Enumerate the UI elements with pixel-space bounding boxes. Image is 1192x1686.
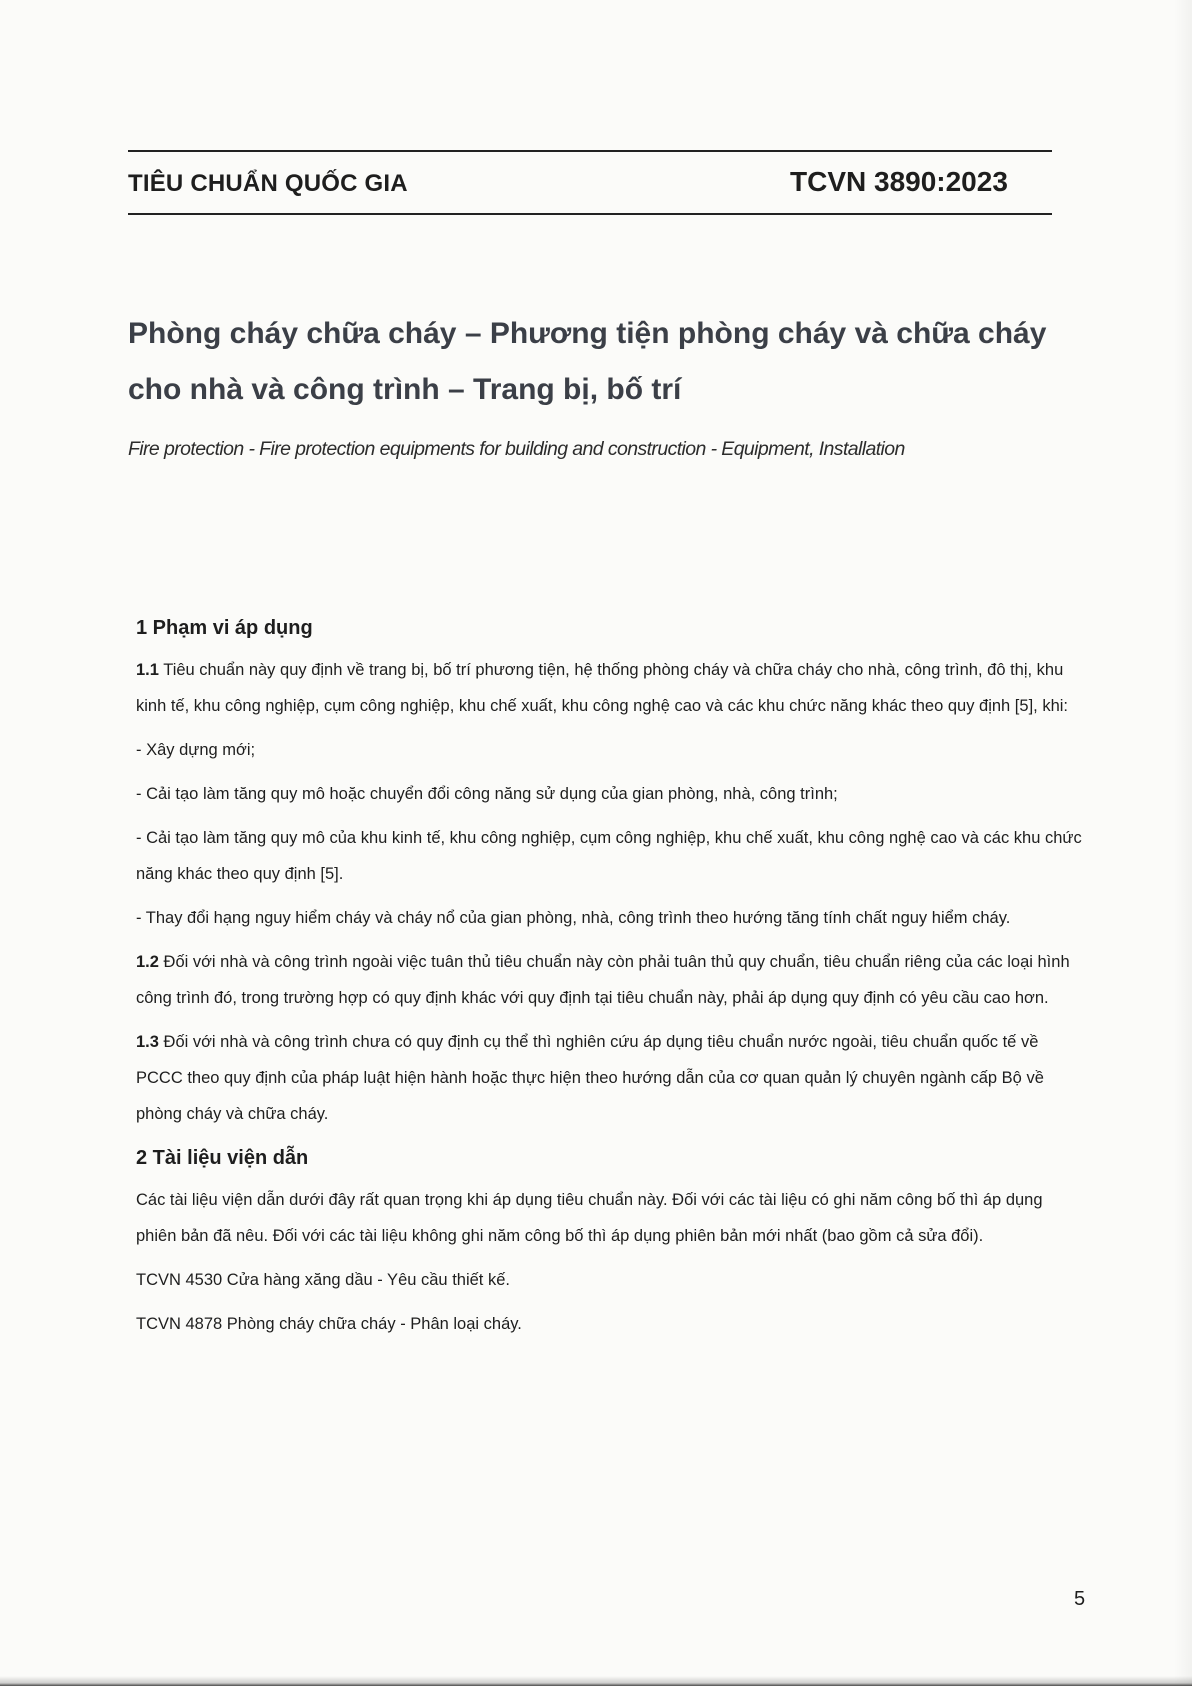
clause-number: 1.2 <box>136 953 159 971</box>
bullet-item: - Cải tạo làm tăng quy mô hoặc chuyển đổi công năng sử dụng của gian phòng, nhà, công trình; <box>136 785 838 803</box>
bullet-item: - Thay đổi hạng nguy hiểm cháy và cháy nổ của gian phòng, nhà, công trình theo hướng tăng tính chất nguy hiểm cháy. <box>136 909 1011 927</box>
section-1-heading: 1 Phạm vi áp dụng <box>136 617 313 639</box>
clause-text: Đối với nhà và công trình chưa có quy định cụ thể thì nghiên cứu áp dụng tiêu chuẩn nước ngoài, tiêu chuẩn quốc tế về PCCC theo quy định của pháp luật hiện hành hoặc thực hiện theo hướng dẫn của cơ quan quản lý chuyên ngành cấp Bộ về phòng cháy và chữa cháy. <box>136 1033 1044 1123</box>
section-2-intro: Các tài liệu viện dẫn dưới đây rất quan trọng khi áp dụng tiêu chuẩn này. Đối với các tài liệu có ghi năm công bố thì áp dụng phiên bản đã nêu. Đối với các tài liệu không ghi năm công bố thì áp dụng phiên bản mới nhất (bao gồm cả sửa đổi). <box>136 1191 1043 1245</box>
english-title: Fire protection - Fire protection equipments for building and construction - Equipment, Installation <box>128 438 905 460</box>
clause-number: 1.3 <box>136 1033 159 1051</box>
scan-shadow-right <box>1174 0 1192 1686</box>
document-title-line-1: Phòng cháy chữa cháy – Phương tiện phòng cháy và chữa cháy <box>128 317 1047 350</box>
section-2-heading: 2 Tài liệu viện dẫn <box>136 1147 309 1169</box>
clause-1-1 <box>136 652 1086 724</box>
reference-item: TCVN 4878 Phòng cháy chữa cháy - Phân loại cháy. <box>136 1315 522 1333</box>
scan-shadow-bottom <box>0 1676 1192 1686</box>
document-title-line-2: cho nhà và công trình – Trang bị, bố trí <box>128 373 682 406</box>
header-bottom-rule <box>128 213 1052 215</box>
clause-text: Đối với nhà và công trình ngoài việc tuân thủ tiêu chuẩn này còn phải tuân thủ quy chuẩn, tiêu chuẩn riêng của các loại hình công trình đó, trong trường hợp có quy định khác với quy định tại tiêu chuẩn này, phải áp dụng quy định có yêu cầu cao hơn. <box>136 953 1070 1007</box>
clause-number: 1.1 <box>136 661 159 679</box>
bullet-item: - Cải tạo làm tăng quy mô của khu kinh tế, khu công nghiệp, cụm công nghiệp, khu chế xuất, khu công nghệ cao và các khu chức năng khác theo quy định [5]. <box>136 829 1082 883</box>
reference-item: TCVN 4530 Cửa hàng xăng dầu - Yêu cầu thiết kế. <box>136 1271 510 1289</box>
standard-type-label: TIÊU CHUẨN QUỐC GIA <box>128 170 408 197</box>
bullet-item: - Xây dựng mới; <box>136 741 256 759</box>
document-body <box>136 610 1086 1350</box>
page-number: 5 <box>1074 1588 1086 1610</box>
clause-text: Tiêu chuẩn này quy định về trang bị, bố trí phương tiện, hệ thống phòng cháy và chữa cháy cho nhà, công trình, đô thị, khu kinh tế, khu công nghiệp, cụm công nghiệp, khu chế xuất, khu công nghệ cao và các khu chức năng khác theo quy định [5], khi: <box>136 661 1068 715</box>
clause-1-2 <box>136 944 1086 1016</box>
clause-1-3 <box>136 1024 1086 1132</box>
standard-code: TCVN 3890:2023 <box>790 166 1008 197</box>
header-top-rule <box>128 150 1052 152</box>
document-title <box>128 306 1078 418</box>
